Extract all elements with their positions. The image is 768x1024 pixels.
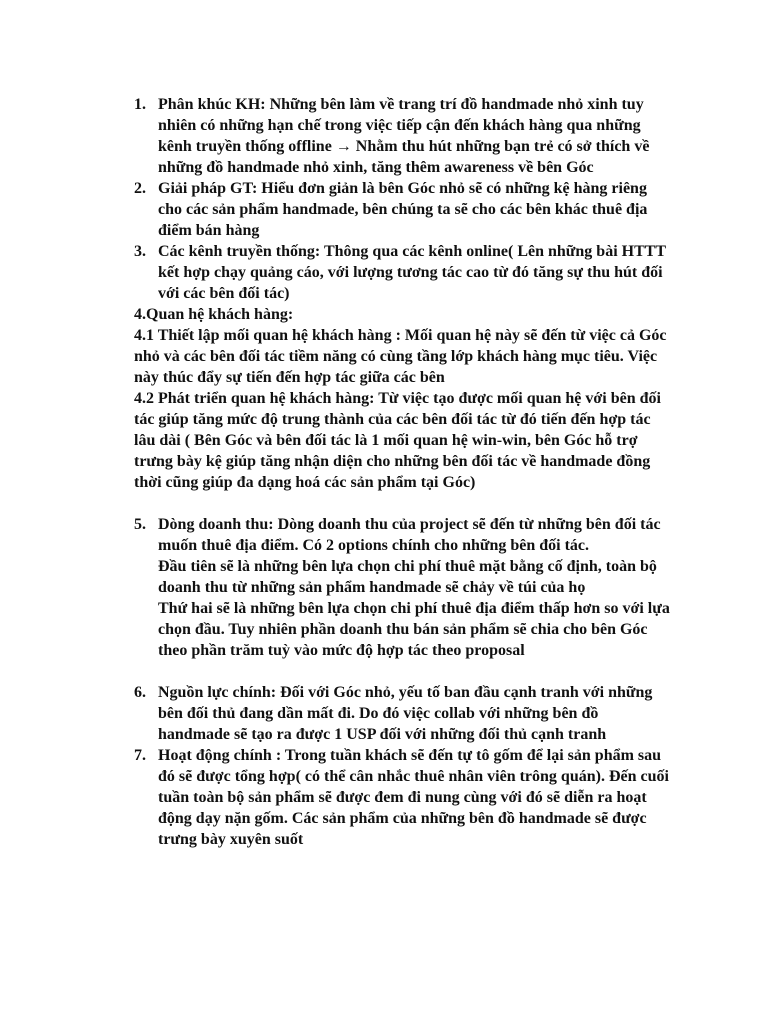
spacer [134,493,674,514]
list-item-7 [134,745,674,850]
list-item-text: Thứ hai sẽ là những bên lựa chọn chi phí thuê địa điểm thấp hơn so với lựa chọn đầu. Tuy nhiên phần doanh thu bán sản phẩm sẽ chia cho bên Góc theo phần trăm tuỳ vào mức độ hợp tác theo proposal [158,600,670,659]
list-item-text: Dòng doanh thu: Dòng doanh thu của project sẽ đến từ những bên đối tác muốn thuê địa điểm. Có 2 options chính cho những bên đối tác. [158,516,661,554]
list-item-text: Phân khúc KH: Những bên làm về trang trí đồ handmade nhỏ xinh tuy nhiên có những hạn chế trong việc tiếp cận đến khách hàng qua những kênh truyền thống offline → Nhằm thu hút những bạn trẻ có sở thích về những đồ handmade nhỏ xinh, tăng thêm awareness về bên Góc [158,96,650,176]
list-item-2 [134,178,674,241]
list-number: 2. [134,180,146,197]
list-number: 5. [134,516,146,533]
list-item-text: Nguồn lực chính: Đối với Góc nhỏ, yếu tố ban đầu cạnh tranh với những bên đối thủ đang dần mất đi. Do đó việc collab với những bên đồ handmade sẽ tạo ra được 1 USP đối với những đối thủ cạnh tranh [158,684,653,743]
list-number: 6. [134,684,146,701]
list-item-1 [134,94,674,178]
document-body [134,94,674,850]
spacer [134,661,674,682]
list-item-text: Các kênh truyền thống: Thông qua các kênh online( Lên những bài HTTT kết hợp chạy quảng cáo, với lượng tương tác cao từ đó tăng sự thu hút đối với các bên đối tác) [158,243,666,302]
list-item-3 [134,241,674,304]
list-item-5 [134,514,674,661]
list-number: 1. [134,96,146,113]
list-item-6 [134,682,674,745]
section-paragraph-4-1: 4.1 Thiết lập mối quan hệ khách hàng : Mối quan hệ này sẽ đến từ việc cả Góc nhỏ và các bên đối tác tiềm năng có cùng tầng lớp khách hàng mục tiêu. Việc này thúc đẩy sự tiến đến hợp tác giữa các bên [134,327,667,386]
section-heading: 4.Quan hệ khách hàng: [134,306,294,323]
list-item-text: Hoạt động chính : Trong tuần khách sẽ đến tự tô gốm để lại sản phẩm sau đó sẽ được tổng hợp( có thể cân nhắc thuê nhân viên trông quán). Đến cuối tuần toàn bộ sản phẩm sẽ được đem đi nung cùng với đó sẽ diễn ra hoạt động dạy nặn gốm. Các sản phẩm của những bên đồ handmade sẽ được trưng bày xuyên suốt [158,747,669,848]
section-paragraph-4-2: 4.2 Phát triển quan hệ khách hàng: Từ việc tạo được mối quan hệ với bên đối tác giúp tăng mức độ trung thành của các bên đối tác từ đó tiến đến hợp tác lâu dài ( Bên Góc và bên đối tác là 1 mối quan hệ win-win, bên Góc hỗ trợ trưng bày kệ giúp tăng nhận diện cho những bên đối tác về handmade đồng thời cũng giúp đa dạng hoá các sản phẩm tại Góc) [134,390,661,491]
list-item-text: Đầu tiên sẽ là những bên lựa chọn chi phí thuê mặt bằng cố định, toàn bộ doanh thu từ những sản phẩm handmade sẽ chảy về túi của họ [158,558,657,596]
list-number: 3. [134,243,146,260]
list-item-text: Giải pháp GT: Hiểu đơn giản là bên Góc nhỏ sẽ có những kệ hàng riêng cho các sản phẩm handmade, bên chúng ta sẽ cho các bên khác thuê địa điểm bán hàng [158,180,648,239]
list-number: 7. [134,747,146,764]
section-4 [134,304,674,493]
